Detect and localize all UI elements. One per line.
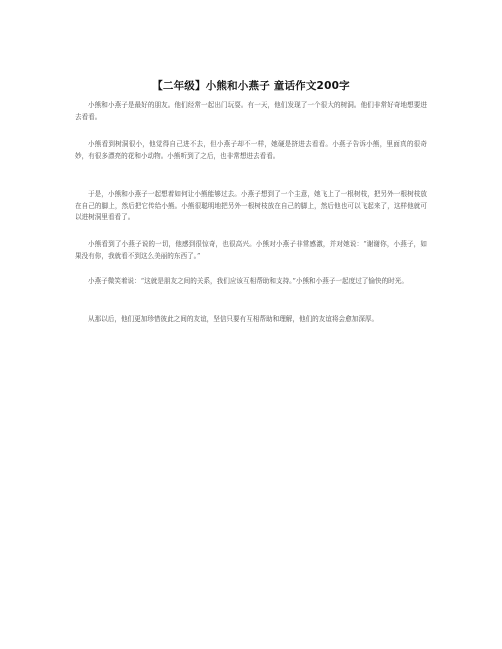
page-title: 【二年级】小熊和小燕子 童话作文200字 [152, 80, 350, 92]
paragraph-4: 小熊看到了小燕子说的一切，他感到很惊奇，也很高兴。小熊对小燕子非常感激，并对她说：“谢谢你，小燕子，如果没有你，我就看不到这么美丽的东西了。” [75, 240, 427, 260]
paragraph-3: 于是，小熊和小燕子一起想着如何让小熊能够过去。小燕子想到了一个主意，她飞上了一根树枝，把另外一根树枝放在自己的脚上，然后把它传给小熊。小熊很聪明地把另外一根树枝放在自己的脚上，然后他也可以飞起来了，这样他就可以进树洞里看看了。 [75, 190, 427, 221]
paragraph-5: 小燕子微笑着说：“这就是朋友之间的关系，我们应该互相帮助和支持。”小熊和小燕子一起度过了愉快的时光。 [88, 277, 408, 285]
paragraph-6: 从那以后，他们更加珍惜彼此之间的友谊，坚信只要有互相帮助和理解，他们的友谊将会愈加深厚。 [88, 315, 379, 323]
paragraph-2: 小熊看到树洞很小，他觉得自己进不去，但小燕子却不一样，她硬是挤进去看看。小燕子告诉小熊，里面真的很奇妙，有很多漂亮的花和小动物。小熊听到了之后，也非常想进去看看。 [75, 140, 427, 160]
paragraph-1: 小熊和小燕子是最好的朋友。他们经常一起出门玩耍。有一天，他们发现了一个很大的树洞。他们非常好奇地想要进去看看。 [75, 101, 427, 121]
